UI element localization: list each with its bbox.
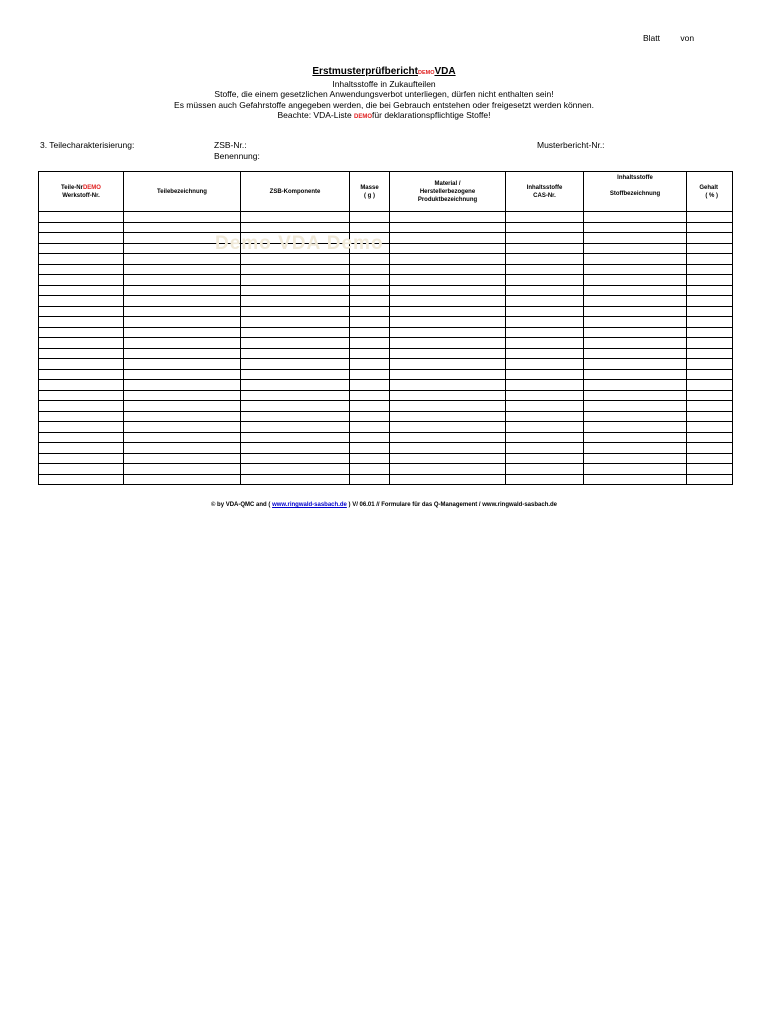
table-cell[interactable] bbox=[584, 411, 687, 422]
table-cell[interactable] bbox=[39, 254, 124, 265]
table-cell[interactable] bbox=[687, 317, 733, 328]
header-zsb-komponente: ZSB-Komponente bbox=[241, 172, 350, 212]
table-cell[interactable] bbox=[39, 243, 124, 254]
table-row bbox=[39, 212, 733, 223]
table-cell[interactable] bbox=[350, 432, 390, 443]
sheet-counter bbox=[643, 33, 712, 43]
table-cell[interactable] bbox=[241, 422, 350, 433]
table-cell[interactable] bbox=[241, 212, 350, 223]
table-cell[interactable] bbox=[687, 369, 733, 380]
table-cell[interactable] bbox=[124, 432, 241, 443]
table-cell[interactable] bbox=[241, 411, 350, 422]
footer-link[interactable]: www.ringwald-sasbach.de bbox=[272, 502, 347, 508]
table-cell[interactable] bbox=[506, 422, 584, 433]
table-cell[interactable] bbox=[39, 380, 124, 391]
table-cell[interactable] bbox=[584, 443, 687, 454]
table-cell[interactable] bbox=[241, 296, 350, 307]
table-cell[interactable] bbox=[39, 390, 124, 401]
table-cell[interactable] bbox=[390, 464, 506, 475]
table-cell[interactable] bbox=[687, 432, 733, 443]
table-cell[interactable] bbox=[390, 317, 506, 328]
table-cell[interactable] bbox=[39, 453, 124, 464]
footer bbox=[0, 502, 768, 508]
table-cell[interactable] bbox=[506, 464, 584, 475]
table-cell[interactable] bbox=[506, 212, 584, 223]
table-cell[interactable] bbox=[241, 432, 350, 443]
section-label: 3. Teilecharakterisierung: bbox=[40, 140, 135, 150]
table-cell[interactable] bbox=[687, 348, 733, 359]
table-cell[interactable] bbox=[39, 285, 124, 296]
table-cell[interactable] bbox=[350, 401, 390, 412]
table-cell[interactable] bbox=[350, 285, 390, 296]
table-row bbox=[39, 264, 733, 275]
header-teile-nr: Teile-NrDEMO Werkstoff-Nr. bbox=[39, 172, 124, 212]
table-row bbox=[39, 422, 733, 433]
report-title-suffix: VDA bbox=[434, 66, 456, 77]
table-row bbox=[39, 222, 733, 233]
table-row bbox=[39, 359, 733, 370]
table-cell[interactable] bbox=[506, 285, 584, 296]
table-cell[interactable] bbox=[584, 233, 687, 244]
footer-suffix: ) V/ 06.01 // Formulare für das Q-Management / www.ringwald-sasbach.de bbox=[346, 502, 558, 508]
table-cell[interactable] bbox=[124, 338, 241, 349]
table-cell[interactable] bbox=[584, 243, 687, 254]
table-cell[interactable] bbox=[39, 275, 124, 286]
table-cell[interactable] bbox=[390, 285, 506, 296]
table-cell[interactable] bbox=[506, 390, 584, 401]
table-cell[interactable] bbox=[506, 380, 584, 391]
table-cell[interactable] bbox=[124, 380, 241, 391]
table-cell[interactable] bbox=[584, 422, 687, 433]
table-cell[interactable] bbox=[241, 401, 350, 412]
table-cell[interactable] bbox=[506, 306, 584, 317]
table-cell[interactable] bbox=[350, 306, 390, 317]
table-cell[interactable] bbox=[39, 422, 124, 433]
table-row bbox=[39, 348, 733, 359]
table-cell[interactable] bbox=[584, 212, 687, 223]
table-cell[interactable] bbox=[350, 474, 390, 485]
table-cell[interactable] bbox=[506, 369, 584, 380]
table-cell[interactable] bbox=[506, 254, 584, 265]
table-cell[interactable] bbox=[390, 338, 506, 349]
table-cell[interactable] bbox=[506, 474, 584, 485]
table-cell[interactable] bbox=[124, 275, 241, 286]
substances-table bbox=[38, 171, 733, 485]
table-cell[interactable] bbox=[506, 338, 584, 349]
table-cell[interactable] bbox=[124, 317, 241, 328]
report-subtitle: Inhaltsstoffe in Zukaufteilen bbox=[332, 78, 436, 89]
table-row bbox=[39, 317, 733, 328]
table-cell[interactable] bbox=[350, 275, 390, 286]
header-material: Material / Herstellerbezogene Produktbezeichnung bbox=[390, 172, 506, 212]
table-row bbox=[39, 411, 733, 422]
table-cell[interactable] bbox=[390, 401, 506, 412]
table-cell[interactable] bbox=[241, 317, 350, 328]
table-cell[interactable] bbox=[39, 212, 124, 223]
table-cell[interactable] bbox=[584, 464, 687, 475]
table-cell[interactable] bbox=[39, 306, 124, 317]
instruction-line-2: Es müssen auch Gefahrstoffe angegeben werden, die bei Gebrauch entstehen oder freigesetzt werden können. bbox=[174, 99, 594, 110]
table-cell[interactable] bbox=[39, 464, 124, 475]
table-cell[interactable] bbox=[241, 390, 350, 401]
table-cell[interactable] bbox=[350, 338, 390, 349]
table-cell[interactable] bbox=[687, 401, 733, 412]
table-cell[interactable] bbox=[241, 275, 350, 286]
table-cell[interactable] bbox=[241, 348, 350, 359]
table-cell[interactable] bbox=[506, 233, 584, 244]
table-cell[interactable] bbox=[39, 474, 124, 485]
table-row bbox=[39, 243, 733, 254]
table-cell[interactable] bbox=[687, 359, 733, 370]
table-cell[interactable] bbox=[687, 275, 733, 286]
table-row bbox=[39, 338, 733, 349]
table-cell[interactable] bbox=[241, 264, 350, 275]
table-cell[interactable] bbox=[350, 212, 390, 223]
table-cell[interactable] bbox=[350, 264, 390, 275]
table-cell[interactable] bbox=[584, 306, 687, 317]
table-cell[interactable] bbox=[390, 327, 506, 338]
table-cell[interactable] bbox=[241, 338, 350, 349]
table-cell[interactable] bbox=[390, 306, 506, 317]
table-cell[interactable] bbox=[390, 254, 506, 265]
table-cell[interactable] bbox=[124, 474, 241, 485]
table-cell[interactable] bbox=[584, 338, 687, 349]
table-cell[interactable] bbox=[390, 296, 506, 307]
title-block bbox=[0, 66, 768, 123]
table-cell[interactable] bbox=[350, 422, 390, 433]
table-cell[interactable] bbox=[124, 296, 241, 307]
table-cell[interactable] bbox=[584, 254, 687, 265]
table-row bbox=[39, 380, 733, 391]
table-cell[interactable] bbox=[39, 296, 124, 307]
table-row bbox=[39, 296, 733, 307]
table-row bbox=[39, 306, 733, 317]
table-cell[interactable] bbox=[584, 390, 687, 401]
demo-tag: DEMO bbox=[417, 70, 435, 76]
table-row bbox=[39, 443, 733, 454]
table-cell[interactable] bbox=[124, 212, 241, 223]
table-cell[interactable] bbox=[584, 369, 687, 380]
table-cell[interactable] bbox=[506, 453, 584, 464]
table-cell[interactable] bbox=[124, 411, 241, 422]
table-cell[interactable] bbox=[350, 327, 390, 338]
table-cell[interactable] bbox=[687, 443, 733, 454]
table-cell[interactable] bbox=[390, 453, 506, 464]
table-cell[interactable] bbox=[124, 464, 241, 475]
table-cell[interactable] bbox=[39, 359, 124, 370]
table-cell[interactable] bbox=[506, 317, 584, 328]
table-cell[interactable] bbox=[584, 453, 687, 464]
table-cell[interactable] bbox=[687, 453, 733, 464]
table-cell[interactable] bbox=[124, 254, 241, 265]
table-cell[interactable] bbox=[39, 411, 124, 422]
table-cell[interactable] bbox=[350, 464, 390, 475]
table-cell[interactable] bbox=[390, 243, 506, 254]
table-cell[interactable] bbox=[390, 390, 506, 401]
table-cell[interactable] bbox=[350, 369, 390, 380]
table-cell[interactable] bbox=[241, 359, 350, 370]
table-cell[interactable] bbox=[506, 411, 584, 422]
table-cell[interactable] bbox=[687, 422, 733, 433]
demo-watermark: Demo VDA Demo bbox=[215, 233, 384, 254]
table-cell[interactable] bbox=[506, 243, 584, 254]
table-cell[interactable] bbox=[241, 306, 350, 317]
table-cell[interactable] bbox=[584, 359, 687, 370]
table-cell[interactable] bbox=[241, 474, 350, 485]
table-cell[interactable] bbox=[506, 327, 584, 338]
table-cell[interactable] bbox=[687, 243, 733, 254]
table-cell[interactable] bbox=[39, 327, 124, 338]
instruction-line-3 bbox=[0, 110, 768, 123]
table-cell[interactable] bbox=[124, 422, 241, 433]
table-cell[interactable] bbox=[124, 359, 241, 370]
table-cell[interactable] bbox=[506, 348, 584, 359]
table-cell[interactable] bbox=[350, 296, 390, 307]
table-cell[interactable] bbox=[506, 432, 584, 443]
table-cell[interactable] bbox=[390, 212, 506, 223]
instruction-line-3-suffix: für deklarationspflichtige Stoffe! bbox=[372, 110, 491, 120]
table-cell[interactable] bbox=[39, 443, 124, 454]
table-cell[interactable] bbox=[350, 317, 390, 328]
benennung-label: Benennung: bbox=[214, 151, 260, 161]
header-masse: Masse ( g ) bbox=[350, 172, 390, 212]
table-cell[interactable] bbox=[687, 380, 733, 391]
table-cell[interactable] bbox=[39, 222, 124, 233]
header-gehalt: Gehalt ( % ) bbox=[687, 172, 733, 212]
table-cell[interactable] bbox=[124, 401, 241, 412]
table-row bbox=[39, 254, 733, 265]
table-cell[interactable] bbox=[390, 474, 506, 485]
table-cell[interactable] bbox=[506, 401, 584, 412]
table-cell[interactable] bbox=[390, 275, 506, 286]
table-cell[interactable] bbox=[687, 306, 733, 317]
instruction-line-3-demo: DEMO bbox=[354, 114, 373, 120]
table-cell[interactable] bbox=[124, 327, 241, 338]
table-row bbox=[39, 464, 733, 475]
table-cell[interactable] bbox=[39, 432, 124, 443]
table-cell[interactable] bbox=[350, 453, 390, 464]
table-cell[interactable] bbox=[350, 380, 390, 391]
table-cell[interactable] bbox=[687, 222, 733, 233]
table-row bbox=[39, 275, 733, 286]
table-cell[interactable] bbox=[241, 464, 350, 475]
table-cell[interactable] bbox=[687, 285, 733, 296]
table-cell[interactable] bbox=[39, 369, 124, 380]
table-row bbox=[39, 401, 733, 412]
table-cell[interactable] bbox=[350, 254, 390, 265]
table-cell[interactable] bbox=[39, 233, 124, 244]
table-cell[interactable] bbox=[506, 443, 584, 454]
table-row bbox=[39, 453, 733, 464]
table-cell[interactable] bbox=[687, 338, 733, 349]
table-cell[interactable] bbox=[506, 296, 584, 307]
table-cell[interactable] bbox=[506, 275, 584, 286]
table-cell[interactable] bbox=[584, 222, 687, 233]
table-row bbox=[39, 369, 733, 380]
table-cell[interactable] bbox=[584, 296, 687, 307]
instruction-line-1: Stoffe, die einem gesetzlichen Anwendungsverbot unterliegen, dürfen nicht enthalten sein! bbox=[214, 89, 554, 99]
table-cell[interactable] bbox=[687, 474, 733, 485]
table-cell[interactable] bbox=[687, 254, 733, 265]
musterbericht-label: Musterbericht-Nr.: bbox=[537, 140, 605, 150]
table-cell[interactable] bbox=[584, 380, 687, 391]
table-cell[interactable] bbox=[350, 348, 390, 359]
table-cell[interactable] bbox=[39, 317, 124, 328]
table-cell[interactable] bbox=[350, 390, 390, 401]
von-label: von bbox=[680, 33, 695, 43]
table-cell[interactable] bbox=[124, 306, 241, 317]
zsb-label: ZSB-Nr.: bbox=[214, 140, 247, 150]
table-cell[interactable] bbox=[390, 359, 506, 370]
table-cell[interactable] bbox=[687, 390, 733, 401]
table-cell[interactable] bbox=[241, 369, 350, 380]
report-title-main: Erstmusterprüfbericht bbox=[312, 66, 418, 77]
table-row bbox=[39, 285, 733, 296]
table-cell[interactable] bbox=[584, 474, 687, 485]
table-cell[interactable] bbox=[241, 285, 350, 296]
table-cell[interactable] bbox=[687, 233, 733, 244]
table-cell[interactable] bbox=[390, 380, 506, 391]
table-cell[interactable] bbox=[390, 264, 506, 275]
table-cell[interactable] bbox=[124, 369, 241, 380]
table-cell[interactable] bbox=[506, 359, 584, 370]
table-cell[interactable] bbox=[350, 359, 390, 370]
table-cell[interactable] bbox=[390, 222, 506, 233]
table-row bbox=[39, 327, 733, 338]
table-cell[interactable] bbox=[687, 264, 733, 275]
table-cell[interactable] bbox=[39, 348, 124, 359]
table-cell[interactable] bbox=[390, 443, 506, 454]
table-cell[interactable] bbox=[687, 296, 733, 307]
table-cell[interactable] bbox=[584, 275, 687, 286]
table-cell[interactable] bbox=[241, 380, 350, 391]
table-cell[interactable] bbox=[350, 443, 390, 454]
table-cell[interactable] bbox=[687, 411, 733, 422]
table-cell[interactable] bbox=[390, 348, 506, 359]
header-teilebezeichnung: Teilebezeichnung bbox=[124, 172, 241, 212]
table-cell[interactable] bbox=[584, 285, 687, 296]
table-cell[interactable] bbox=[687, 327, 733, 338]
instruction-line-3-prefix: Beachte: VDA-Liste bbox=[277, 110, 355, 120]
table-cell[interactable] bbox=[241, 327, 350, 338]
table-cell[interactable] bbox=[124, 264, 241, 275]
table-cell[interactable] bbox=[39, 338, 124, 349]
header-stoffbezeichnung: Inhaltsstoffe Stoffbezeichnung bbox=[584, 172, 687, 212]
table-cell[interactable] bbox=[687, 464, 733, 475]
table-cell[interactable] bbox=[39, 401, 124, 412]
table-cell[interactable] bbox=[124, 222, 241, 233]
table-cell[interactable] bbox=[584, 327, 687, 338]
table-cell[interactable] bbox=[506, 264, 584, 275]
table-cell[interactable] bbox=[124, 348, 241, 359]
table-cell[interactable] bbox=[584, 317, 687, 328]
table-cell[interactable] bbox=[390, 422, 506, 433]
table-cell[interactable] bbox=[124, 453, 241, 464]
table-row bbox=[39, 233, 733, 244]
table-cell[interactable] bbox=[124, 285, 241, 296]
table-cell[interactable] bbox=[584, 264, 687, 275]
table-cell[interactable] bbox=[241, 443, 350, 454]
report-title bbox=[0, 66, 768, 79]
table-cell[interactable] bbox=[350, 222, 390, 233]
header-demo-tag: DEMO bbox=[82, 184, 101, 191]
blatt-label: Blatt bbox=[643, 33, 661, 43]
table-cell[interactable] bbox=[584, 348, 687, 359]
header-cas-nr: Inhaltsstoffe CAS-Nr. bbox=[506, 172, 584, 212]
table-cell[interactable] bbox=[241, 222, 350, 233]
table-cell[interactable] bbox=[241, 254, 350, 265]
table-cell[interactable] bbox=[241, 453, 350, 464]
table-row bbox=[39, 474, 733, 485]
table-cell[interactable] bbox=[390, 432, 506, 443]
table-cell[interactable] bbox=[124, 443, 241, 454]
table-cell[interactable] bbox=[390, 369, 506, 380]
table-cell[interactable] bbox=[350, 411, 390, 422]
table-cell[interactable] bbox=[687, 212, 733, 223]
table-row bbox=[39, 432, 733, 443]
table-cell[interactable] bbox=[390, 233, 506, 244]
table-cell[interactable] bbox=[584, 432, 687, 443]
table-row bbox=[39, 390, 733, 401]
table-cell[interactable] bbox=[390, 411, 506, 422]
footer-prefix: © by VDA-QMC and ( bbox=[210, 502, 273, 508]
table-cell[interactable] bbox=[584, 401, 687, 412]
table-cell[interactable] bbox=[506, 222, 584, 233]
table-cell[interactable] bbox=[124, 390, 241, 401]
table-cell[interactable] bbox=[39, 264, 124, 275]
table-body bbox=[39, 212, 733, 485]
table-header-row bbox=[39, 172, 733, 212]
